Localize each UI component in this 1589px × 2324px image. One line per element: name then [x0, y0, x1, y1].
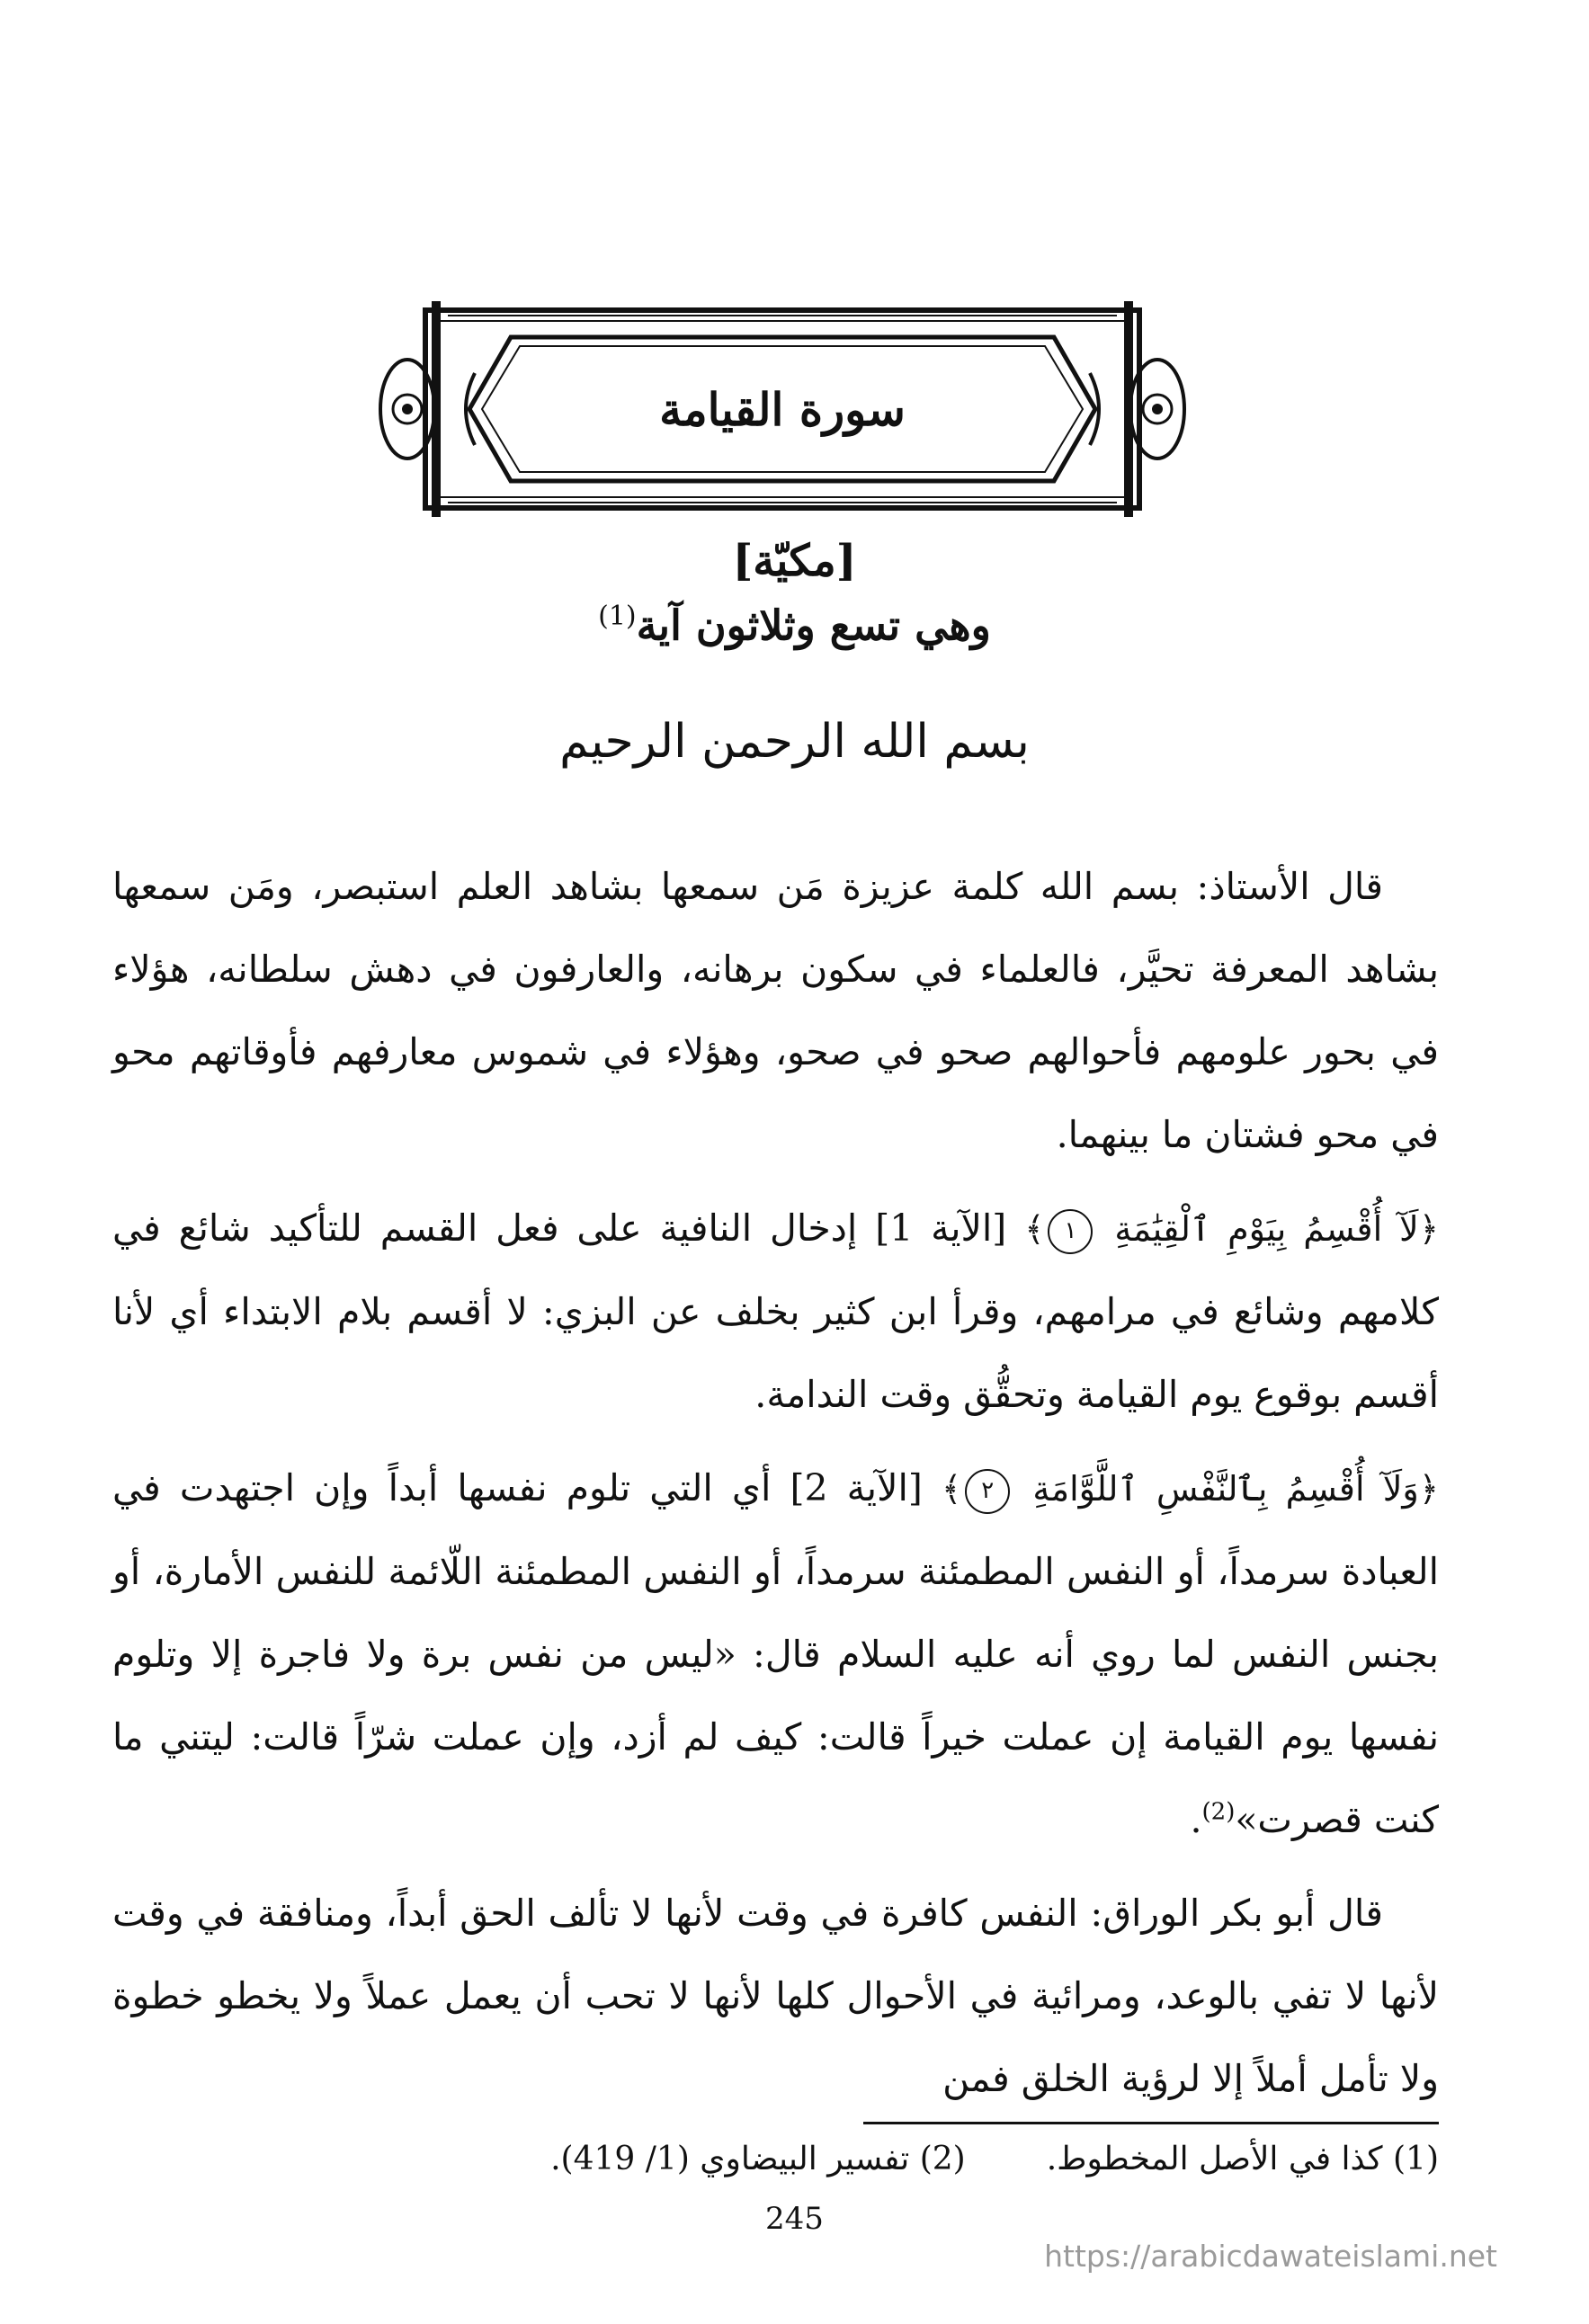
footnote-1: (1) كذا في الأصل المخطوط. [1046, 2141, 1439, 2177]
quran-verse: ﴿لَآ أُقْسِمُ بِيَوْمِ ٱلْقِيَٰمَةِ [1114, 1209, 1439, 1249]
verse-number-badge: ١ [1048, 1209, 1093, 1254]
surah-type: [مكيّة] [732, 536, 857, 586]
quran-bracket: ﴾ [1024, 1209, 1045, 1249]
verse-count: وهي تسع وثلاثون آية [636, 601, 991, 650]
page-number: 245 [765, 2201, 824, 2237]
quran-bracket: ﴾ [941, 1469, 962, 1509]
verse-commentary: [الآية 2] أي التي تلوم نفسها أبداً وإن اجتهدت في العبادة سرمداً، أو النفس المطمئنة سرمداً، أو النفس المطمئنة اللّائمة للنفس الأمارة، أو بجنس النفس لما روي أنه عليه السلام قال: «ليس من نفس برة ولا فاجرة إلا وتلوم نفسها يوم القيامة إن عملت خيراً قالت: كيف لم أزد، وإن عملت شرّاً قالت: ليتني ما كنت قصرت» [112, 1466, 1439, 1841]
verse-commentary: [الآية 1] إدخال النافية على فعل القسم للتأكيد شائع في كلامهم وشائع في مرامهم، وقرأ ابن كثير بخلف عن البزي: لا أقسم بلام الابتداء أي لأنا أقسم بوقوع يوم القيامة وتحقُّق وقت الندامة. [112, 1207, 1439, 1416]
paragraph [112, 1187, 1439, 1436]
footnote-2: (2) تفسير البيضاوي (1/ 419). [550, 2141, 966, 2177]
footnote-divider [863, 2122, 1439, 2124]
basmala: بسم الله الرحمن الرحيم [559, 715, 1030, 769]
footnote-ref-1: (1) [598, 601, 637, 632]
footnotes [112, 2133, 1439, 2186]
quran-verse: ﴿وَلَآ أُقْسِمُ بِٱلنَّفْسِ ٱللَّوَّامَةِ [1032, 1469, 1439, 1509]
commentary-body [112, 845, 1439, 2131]
footnote-ref-2: (2) [1201, 1798, 1236, 1826]
verse-count-line [0, 601, 1589, 649]
verse-number-badge: ٢ [965, 1469, 1010, 1514]
surah-title: سورة القيامة [659, 382, 906, 436]
paragraph: قال الأستاذ: بسم الله كلمة عزيزة مَن سمعها بشاهد العلم استبصر، ومَن سمعها بشاهد المعرفة تحيَّر، فالعلماء في سكون برهانه، والعارفون في دهش سلطانه، هؤلاء في بحور علومهم فأحوالهم صحو في صحو، وهؤلاء في شموس معارفهم فأوقاتهم محو في محو فشتان ما بينهما. [112, 865, 1439, 1156]
paragraph [112, 1447, 1439, 1861]
title-ornament-frame [376, 301, 1189, 517]
sentence-end: . [1190, 1798, 1202, 1841]
watermark-url: https://arabicdawateislami.net [1044, 2239, 1497, 2274]
paragraph: قال أبو بكر الوراق: النفس كافرة في وقت لأنها لا تألف الحق أبداً، ومنافقة في وقت لأنها لا تفي بالوعد، ومرائية في الأحوال كلها لأنها لا تحب أن يعمل عملاً ولا يخطو خطوة ولا تأمل أملاً إلا لرؤية الخلق فمن [112, 1892, 1439, 2100]
